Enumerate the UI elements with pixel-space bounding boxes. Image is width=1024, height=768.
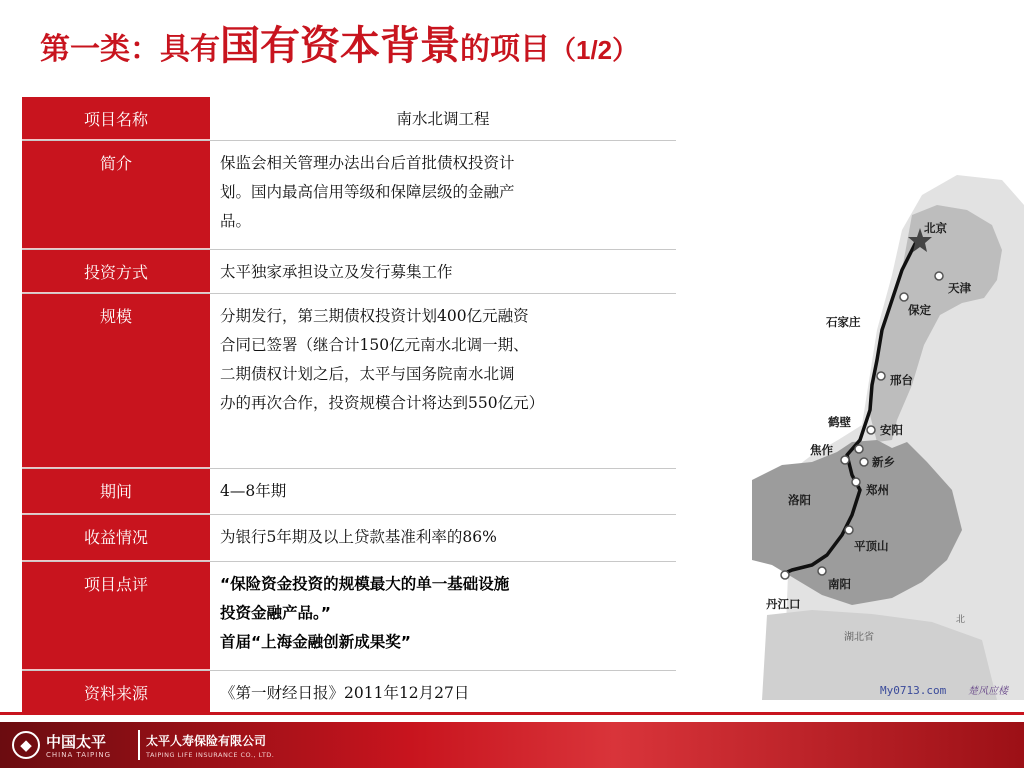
footer-separator [138,730,140,760]
table-row [22,250,676,294]
watermark-text: My0713.com [880,684,947,697]
city-label: 安阳 [880,423,903,437]
project-name-value: 南水北调工程 [396,110,490,128]
zhengzhou-marker-icon [852,478,860,486]
title-part1: 第一类：具有 [40,32,220,67]
route-map [752,170,1024,700]
baoding-marker-icon [900,293,908,301]
title-highlight: 国有资本背景 [220,23,460,69]
pingdingshan-marker-icon [845,526,853,534]
row-label: 规模 [22,294,210,468]
city-label: 郑州 [866,483,889,497]
anyang-marker-icon [867,426,875,434]
jiaozuo-marker-icon [841,456,849,464]
table-row [22,562,676,671]
brand-name-cn: 中国太平 [46,733,107,751]
page-title [40,14,638,74]
period-value: 4—8年期 [220,482,287,500]
province-label: 湖北省 [844,632,874,643]
table-row [22,671,676,715]
row-label: 期间 [22,469,210,514]
xinxiang-marker-icon [860,458,868,466]
city-label: 石家庄 [826,315,861,329]
company-name-cn: 太平人寿保险有限公司 [146,734,267,748]
table-row [22,469,676,515]
city-label: 保定 [908,303,931,317]
row-label: 项目名称 [22,97,210,140]
table-row [22,294,676,469]
footer-divider [0,712,1024,715]
city-label: 北京 [924,221,947,235]
scale-value: 分期发行，第三期债权投资计划400亿元融资 合同已签署（继合计150亿元南水北调一期、 二期债权计划之后，太平与国务院南水北调 办的再次合作，投资规模合计将达到550亿元） [220,307,545,412]
intro-value: 保监会相关管理办法出台后首批债权投资计 划。国内最高信用等级和保障层级的金融产 品。 [220,154,515,230]
return-value: 为银行5年期及以上贷款基准利率的86% [220,528,497,546]
row-label: 项目点评 [22,562,210,670]
city-label: 平顶山 [854,539,889,553]
xingtai-marker-icon [877,372,885,380]
review-value: “保险资金投资的规模最大的单一基础设施 投资金融产品。” 首届“上海金融创新成果奖” [220,575,510,651]
nanyang-marker-icon [818,567,826,575]
north-indicator: 北 [956,615,966,625]
city-label: 南阳 [828,577,851,591]
company-name-en: TAIPING LIFE INSURANCE CO., LTD. [146,751,275,759]
table-row [22,515,676,562]
danjiangkou-marker-icon [781,571,789,579]
watermark-cn: 楚风应楼 [968,686,1008,697]
table-row [22,97,676,141]
source-value: 《第一财经日报》2011年12月27日 [220,684,470,702]
city-label: 天津 [948,281,971,295]
brand-name-en: CHINA TAIPING [46,751,111,759]
city-label: 新乡 [872,455,895,469]
city-label: 焦作 [810,443,833,457]
city-label: 邢台 [890,373,913,387]
table-row [22,141,676,250]
title-page-fraction: （1/2） [550,35,639,65]
city-label: 鹤壁 [828,415,851,429]
row-label: 收益情况 [22,515,210,561]
footer-bar [0,722,1024,768]
title-part3: 的项目 [460,32,550,67]
row-label: 简介 [22,141,210,249]
row-label: 投资方式 [22,250,210,293]
hebi-marker-icon [855,445,863,453]
tianjin-marker-icon [935,272,943,280]
investment-method-value: 太平独家承担设立及发行募集工作 [220,263,453,281]
project-info-table [22,97,676,715]
taiping-logo-icon: ◆ [12,731,40,759]
city-label: 丹江口 [766,597,801,611]
city-label: 洛阳 [788,493,811,507]
row-label: 资料来源 [22,671,210,714]
